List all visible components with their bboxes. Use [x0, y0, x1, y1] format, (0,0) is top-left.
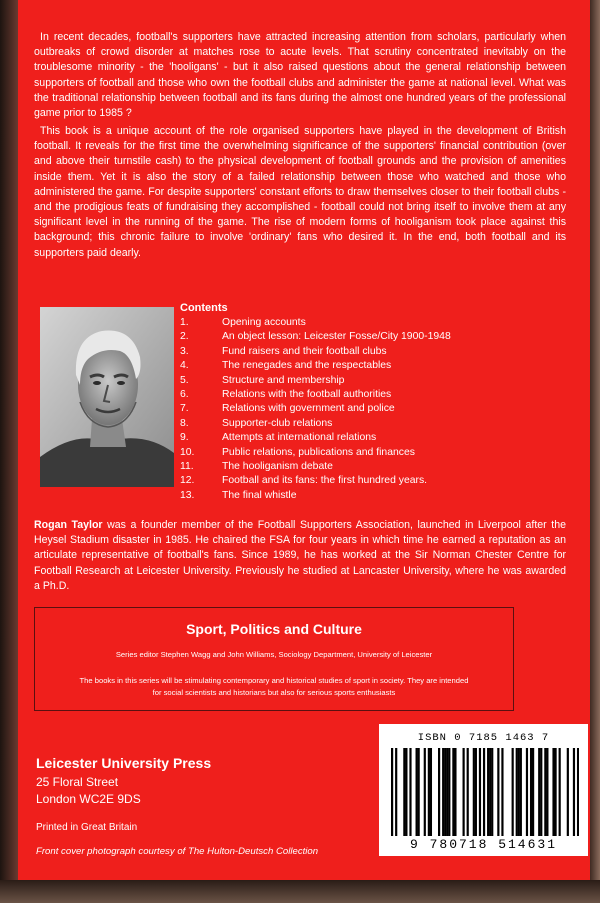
barcode-bar [403, 748, 405, 836]
publisher-address-line-1: 25 Floral Street [36, 775, 119, 789]
barcode-bar [454, 748, 456, 836]
barcode-bar [438, 748, 440, 836]
contents-item-number: 8. [180, 417, 189, 429]
barcode-bar [446, 748, 448, 836]
contents-item-title: Structure and membership [222, 374, 345, 386]
barcode-bar [577, 748, 579, 836]
photo-credit: Front cover photograph courtesy of The Hulton-Deutsch Collection [36, 846, 319, 857]
barcode-bar [526, 748, 528, 836]
barcode-bar [554, 748, 556, 836]
barcode-bar [416, 748, 418, 836]
contents-item [180, 489, 451, 503]
contents-item [180, 446, 451, 460]
barcode-bar [473, 748, 475, 836]
contents-item-number: 6. [180, 389, 189, 401]
barcode-bar [518, 748, 520, 836]
contents-item [180, 460, 451, 474]
barcode-bar [428, 748, 430, 836]
publisher-name: Leicester University Press [36, 755, 212, 771]
blurb-paragraph-1: In recent decades, football's supporters have attracted increasing attention from scholars, particularly when outbreaks of crowd disorder at matches rose to acute levels. That scrutiny concentrated inevitably on the troublesome minority - the 'hooligans' - but it also raised questions about the general relationship between supporters of football and those who own the football clubs and administer the game at national level. What was the traditional relationship between football and its fans during the almost one hundred years of the professional game prior to 1985 ? [34, 31, 566, 120]
printed-in: Printed in Great Britain [36, 822, 138, 833]
contents-heading: Contents [180, 302, 228, 314]
contents-item-title: The hooliganism debate [222, 461, 333, 473]
contents-item-title: Football and its fans: the first hundred years. [222, 475, 428, 487]
barcode-bar [444, 748, 446, 836]
author-bio-text: was a founder member of the Football Supporters Association, launched in Liverpool after the Heysel Stadium disaster in 1985. He chaired the FSA for four years in which time he earned a reputation as an articulate representative of football's fans. Since 1989, he has worked at the Sir Norman Chester Centre for Football Research at Leicester University. Previously he studied at Lancaster University, where he was awarded a Ph.D. [34, 519, 566, 592]
contents-item-number: 11. [180, 461, 194, 473]
contents-item [180, 417, 451, 431]
barcode-bar [391, 748, 393, 836]
contents-item-number: 4. [180, 360, 189, 372]
barcode-bar [552, 748, 554, 836]
author-name: Rogan Taylor [34, 519, 103, 531]
barcode-bar [530, 748, 532, 836]
series-description: The books in this series will be stimulating contemporary and historical studies of sport in society. They are intended for social scientists and historians but also for serious sports enthusiasts [79, 676, 469, 697]
barcode-digits: 9 780718 514631 [409, 837, 558, 852]
barcode-bar [573, 748, 575, 836]
contents-item [180, 359, 451, 373]
contents-item-number: 3. [180, 345, 189, 357]
contents-item-number: 1. [180, 317, 189, 328]
barcode-bar [479, 748, 481, 836]
author-photo [40, 307, 174, 487]
barcode-bar [487, 748, 489, 836]
back-cover [18, 0, 590, 880]
barcode-bar [501, 748, 503, 836]
barcode-bar [489, 748, 491, 836]
barcode-bar [430, 748, 432, 836]
barcode-bar [442, 748, 444, 836]
author-bio [34, 518, 566, 594]
contents-item-number: 10. [180, 446, 195, 458]
contents-item-title: Relations with government and police [222, 403, 395, 415]
barcode-bar [559, 748, 561, 836]
barcode-bar [418, 748, 420, 836]
barcode-bar [516, 748, 518, 836]
series-editor: Series editor Stephen Wagg and John Williams, Sociology Department, University of Leicester [115, 650, 433, 659]
publisher-address-line-2: London WC2E 9DS [36, 792, 141, 806]
series-title: Sport, Politics and Culture [186, 621, 362, 637]
book-edge-left [0, 0, 18, 880]
barcode-panel [379, 724, 588, 856]
contents-item-number: 2. [180, 331, 189, 343]
barcode-bar [491, 748, 493, 836]
barcode-bar [467, 748, 469, 836]
author-portrait-image [40, 307, 174, 487]
contents-item-title: The final whistle [222, 489, 297, 501]
barcode-bar [448, 748, 450, 836]
barcode-bar [405, 748, 407, 836]
barcode-bar [409, 748, 411, 836]
barcode-bar [544, 748, 546, 836]
contents-item-number: 12. [180, 475, 195, 487]
contents-item-number: 5. [180, 374, 189, 386]
barcode-bar [395, 748, 397, 836]
contents-list [180, 316, 451, 503]
contents-item-number: 7. [180, 403, 189, 415]
barcode-bar [512, 748, 514, 836]
contents-item-number: 13. [180, 489, 195, 501]
book-edge-bottom [0, 880, 600, 903]
isbn: ISBN 0 7185 1463 7 [417, 732, 550, 744]
contents-item-number: 9. [180, 432, 189, 444]
contents-item-title: Fund raisers and their football clubs [222, 345, 387, 357]
barcode-bar [463, 748, 465, 836]
contents-item [180, 345, 451, 359]
contents-item-title: The renegades and the respectables [222, 360, 392, 372]
book-edge-right [590, 0, 600, 903]
contents-item-title: Attempts at international relations [222, 432, 377, 444]
barcode-bar [483, 748, 485, 836]
barcode-bar [538, 748, 540, 836]
contents-item [180, 388, 451, 402]
barcode-bar [546, 748, 548, 836]
contents-item-title: Public relations, publications and finances [222, 446, 415, 458]
contents-item-title: Relations with the football authorities [222, 389, 392, 401]
barcode-bar [532, 748, 534, 836]
barcode-bars [391, 748, 579, 836]
contents-item [180, 431, 451, 445]
barcode-bar [452, 748, 454, 836]
barcode-bar [520, 748, 522, 836]
contents-item-title: Opening accounts [222, 317, 306, 328]
contents-item-title: Supporter-club relations [222, 417, 333, 429]
series-box [34, 607, 514, 711]
contents-item [180, 330, 451, 344]
contents-item [180, 474, 451, 488]
barcode-bar [540, 748, 542, 836]
barcode-bar [424, 748, 426, 836]
barcode-bar [567, 748, 569, 836]
contents-item [180, 402, 451, 416]
blurb-paragraph-2: This book is a unique account of the role organised supporters have played in the development of British football. It reveals for the first time the overwhelming significance of the supporters' financial contribution (over and above their turnstile cash) to the physical development of football grounds and the provision of amenities inside them. Yet it is also the story of a failed relationship between those who watched and those who administered the game. For despite supporters' constant efforts to draw themselves closer to their football clubs - and the prodigious feats of fundraising they accomplished - football could not bring itself to involve them at any significant level in the running of the game. The rise of modern forms of hooliganism took place against this background; this chronic failure to involve 'ordinary' fans who desired it. In the end, both football and its supporters paid dearly. [34, 125, 566, 259]
barcode-bar [497, 748, 499, 836]
contents-item-title: An object lesson: Leicester Fosse/City 1900-1948 [222, 331, 451, 343]
barcode-bar [475, 748, 477, 836]
contents-item [180, 316, 451, 330]
contents-item [180, 374, 451, 388]
